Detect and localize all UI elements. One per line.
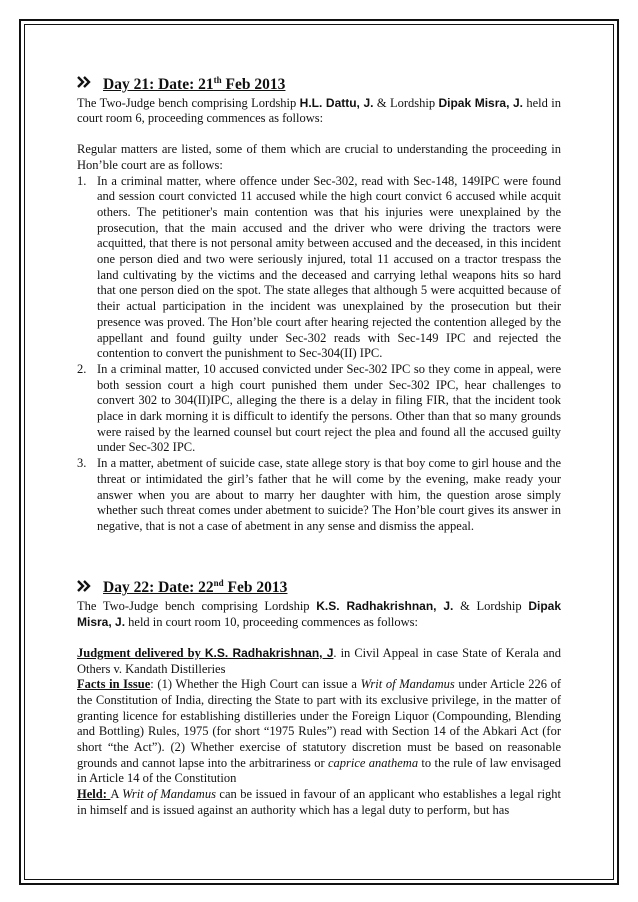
double-chevron-icon — [77, 76, 91, 93]
double-chevron-icon — [77, 580, 91, 597]
list-item: 3. In a matter, abetment of suicide case, state allege story is that boy come to girl house and the threat or intimidated the girl’s father that he will come by the evening, make ready your answer when you are about to marry her daughter with him, the question arose simply whether such threat comes under abetment to suicide? The Hon’ble court gives its answer in negative, that is not a case of abetment in any sense and dismiss the appeal. — [77, 456, 561, 533]
day21-bench: The Two-Judge bench comprising Lordship H.L. Dattu, J. & Lordship Dipak Misra, J. held in court room 6, proceeding commences as follows: — [77, 95, 561, 126]
day21-heading-text: Day 21: Date: 21th Feb 2013 — [103, 74, 286, 93]
day22-facts: Facts in Issue: (1) Whether the High Court can issue a Writ of Mandamus under Article 226 of the Constitution of India, directing the State to part with its exclusive privilege, in the matter of granting licence for establishing distilleries under the Foreign Liquor (Compounding, Blending and Bottling) Rules, 1975 (for short “1975 Rules”) read with Section 14 of the Abkari Act (for short “the Act”). (2) Whether exercise of statutory discretion must be based on reasonable grounds and cannot lapse into the arbitrariness or caprice anathema to the rule of law envisaged in Article 14 of the Constitution — [77, 677, 562, 786]
day22-held: Held: A Writ of Mandamus can be issued in favour of an applicant who establishes a legal right in himself and is issued against an authority which has a legal duty to perform, but has — [77, 787, 562, 817]
day21-list — [77, 174, 561, 535]
day22-heading-text: Day 22: Date: 22nd Feb 2013 — [103, 578, 288, 597]
day22-bench: The Two-Judge bench comprising Lordship K.S. Radhakrishnan, J. & Lordship Dipak Misra, J. held in court room 10, proceeding commences as follows: — [77, 599, 561, 630]
day22-heading — [77, 580, 561, 597]
list-item: 2. In a criminal matter, 10 accused convicted under Sec-302 IPC so they come in appeal, were both session court a high court punished them under Sec-302 IPC, hear challenges to convert 302 to 304(II)IPC, alleging the there is a delay in filing FIR, that the incident took place in dark morning it is difficult to identify the persons. Other than that so many grounds were raised by the learned counsel but court reject the plea and found all the accused guilty under Sec-302 IPC. — [77, 361, 561, 455]
document-body — [77, 76, 561, 819]
day21-heading — [77, 76, 561, 93]
day21-intro: Regular matters are listed, some of them which are crucial to understanding the proceeding in Hon’ble court are as follows: — [77, 142, 561, 172]
day22-judgment: Judgment delivered by K.S. Radhakrishnan, J. in Civil Appeal in case State of Kerala and Others v. Kandath Distilleries — [77, 645, 562, 676]
list-item: 1. In a criminal matter, where offence under Sec-302, read with Sec-148, 149IPC were found and session court convicted 11 accused while the high court convict 6 accused while acquit others. The petitioner's main contention was that his injuries were unexplained by the prosecution, that the main accused and the driver who were driving the tractors were acquitted, that there is not personal amity between accused and the deceased, in this incident one person died and two were seriously injured, total 11 accused on a tractor trespass the land cultivating by the victims and the deceased and carrying lethal weapons hits so hard that one person died on the spot. The state alleges that although 5 were acquitted because of their actual participation in the incident was unexplained by the prosecution but their presence was proved. The Hon’ble court after hearing rejected the contention alleged by the appellant and found guilty under Sec-302 reads with Sec-149 IPC and rejected the contention to convert the punishment to Sec-304(II) IPC. — [77, 173, 561, 361]
